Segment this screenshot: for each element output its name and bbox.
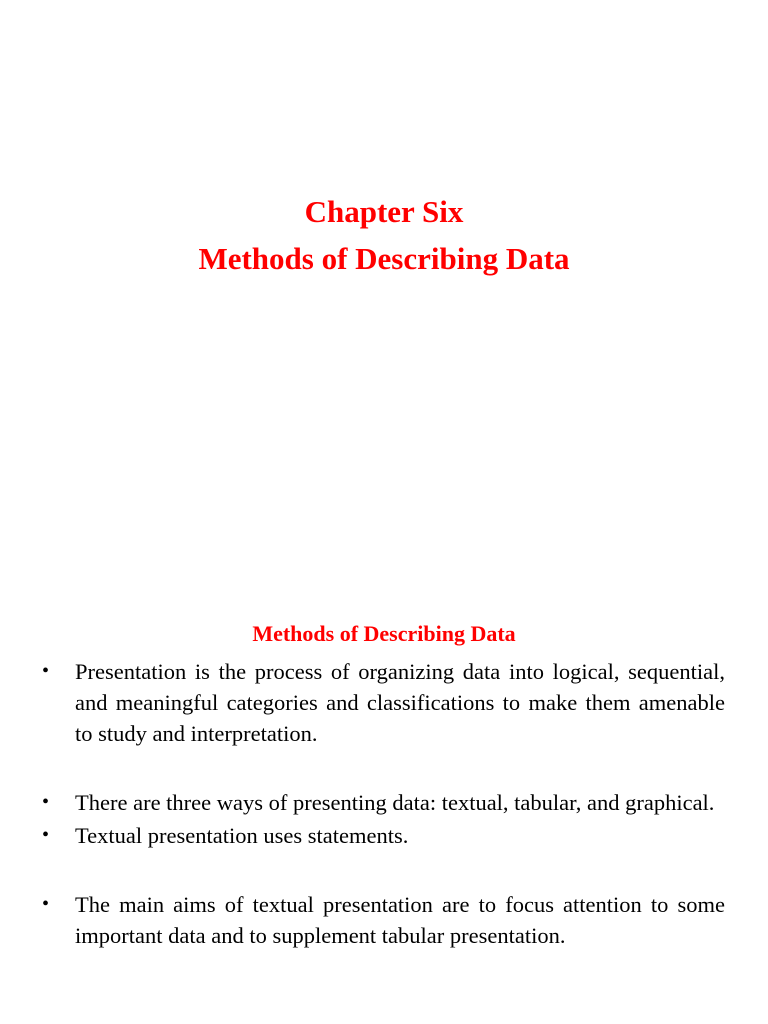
bullet-text: There are three ways of presenting data: textual, tabular, and graphical. xyxy=(75,790,715,815)
chapter-subtitle: Methods of Describing Data xyxy=(198,241,570,276)
chapter-number: Chapter Six xyxy=(304,194,464,229)
bullet-list xyxy=(40,656,725,951)
content-slide xyxy=(0,560,768,1024)
bullet-text: Textual presentation uses statements. xyxy=(75,823,409,848)
bullet-dot-icon: • xyxy=(42,660,50,682)
bullet-text: The main aims of textual presentation are to focus attention to some important data and to supplement tabular presentation. xyxy=(75,892,725,948)
bullet-dot-icon: • xyxy=(42,824,50,846)
bullet-item xyxy=(40,656,725,749)
section-heading: Methods of Describing Data xyxy=(252,621,516,646)
chapter-title xyxy=(0,188,768,282)
bullet-item xyxy=(40,787,725,818)
bullet-dot-icon: • xyxy=(42,791,50,813)
bullet-text: Presentation is the process of organizing data into logical, sequential, and meaningful categories and classifications to make them amenable to study and interpretation. xyxy=(75,659,725,746)
bullet-item xyxy=(40,820,725,851)
bullet-dot-icon: • xyxy=(42,893,50,915)
bullet-item xyxy=(40,889,725,951)
